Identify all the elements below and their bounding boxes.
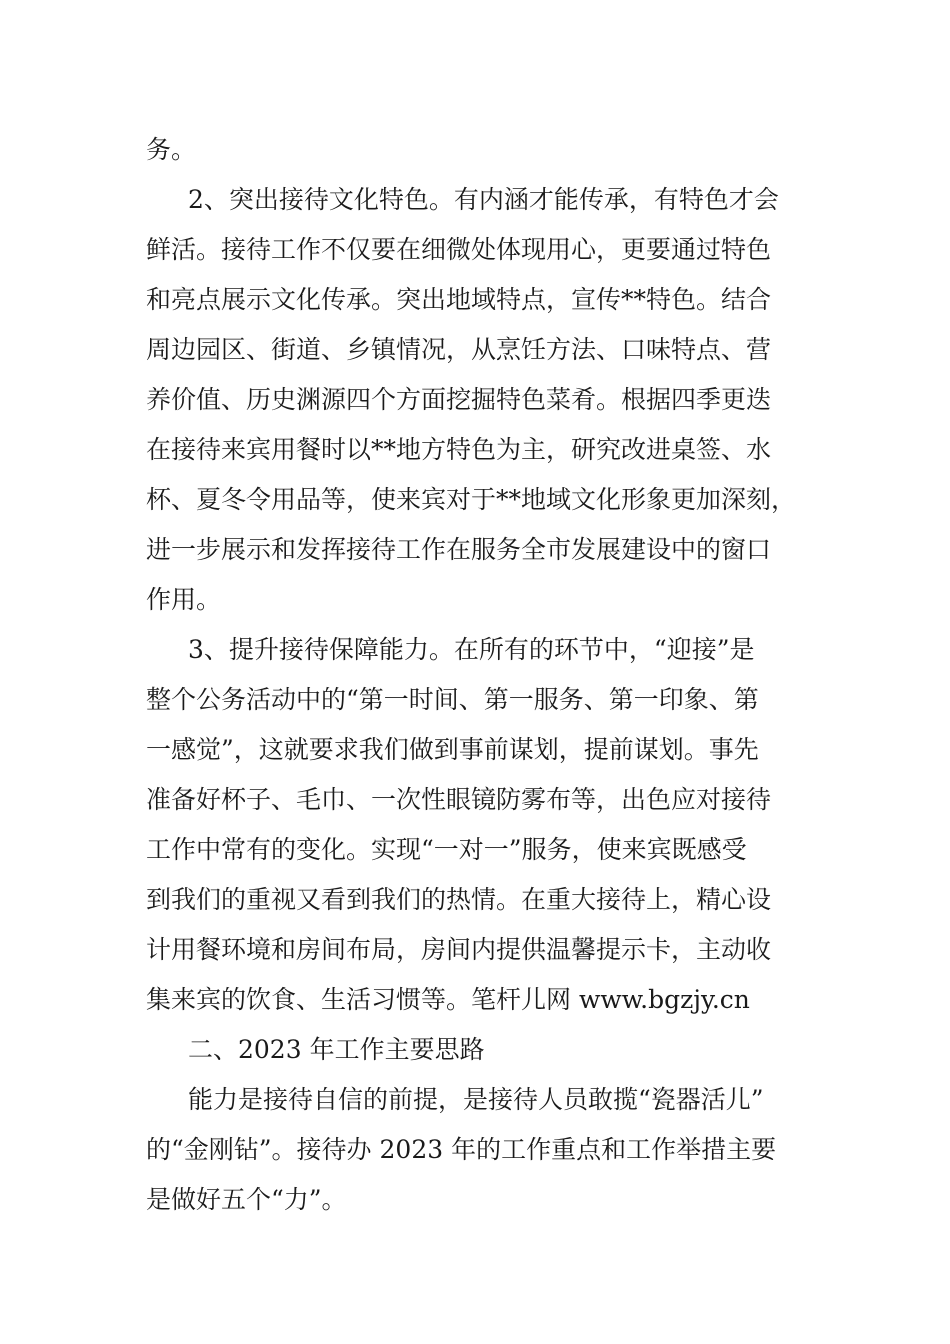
text-line: 一感觉”，这就要求我们做到事前谋划，提前谋划。事先 (146, 735, 759, 764)
text-line: 的“金刚钻”。接待办 2023 年的工作重点和工作举措主要 (146, 1135, 777, 1164)
text-line: 在接待来宾用餐时以**地方特色为主，研究改进桌签、水 (146, 435, 772, 464)
paragraph-2-heading-line: 2、突出接待文化特色。有内涵才能传承，有特色才会 (188, 185, 779, 214)
text-line: 集来宾的饮食、生活习惯等。笔杆儿网 www.bgzjy.cn (146, 985, 750, 1014)
text-line: 杯、夏冬令用品等，使来宾对于**地域文化形象更加深刻， (146, 485, 797, 514)
text-line: 到我们的重视又看到我们的热情。在重大接待上，精心设 (146, 885, 772, 914)
text-line: 鲜活。接待工作不仅要在细微处体现用心，更要通过特色 (146, 235, 772, 264)
text-line: 养价值、历史渊源四个方面挖掘特色菜肴。根据四季更迭 (146, 385, 772, 414)
paragraph-3-heading-line: 3、提升接待保障能力。在所有的环节中，“迎接”是 (188, 635, 755, 664)
text-line: 准备好杯子、毛巾、一次性眼镜防雾布等，出色应对接待 (146, 785, 772, 814)
text-line: 和亮点展示文化传承。突出地域特点，宣传**特色。结合 (146, 285, 772, 314)
section-heading: 二、2023 年工作主要思路 (188, 1035, 485, 1064)
text-line: 计用餐环境和房间布局，房间内提供温馨提示卡，主动收 (146, 935, 772, 964)
text-line: 作用。 (146, 585, 222, 614)
text-line: 工作中常有的变化。实现“一对一”服务，使来宾既感受 (146, 835, 747, 864)
text-line: 进一步展示和发挥接待工作在服务全市发展建设中的窗口 (146, 535, 772, 564)
text-line: 是做好五个“力”。 (146, 1185, 347, 1214)
text-line: 务。 (146, 135, 197, 164)
text-line: 整个公务活动中的“第一时间、第一服务、第一印象、第 (146, 685, 759, 714)
text-line: 能力是接待自信的前提，是接待人员敢揽“瓷器活儿” (188, 1085, 764, 1114)
text-line: 周边园区、街道、乡镇情况，从烹饪方法、口味特点、营 (146, 335, 772, 364)
